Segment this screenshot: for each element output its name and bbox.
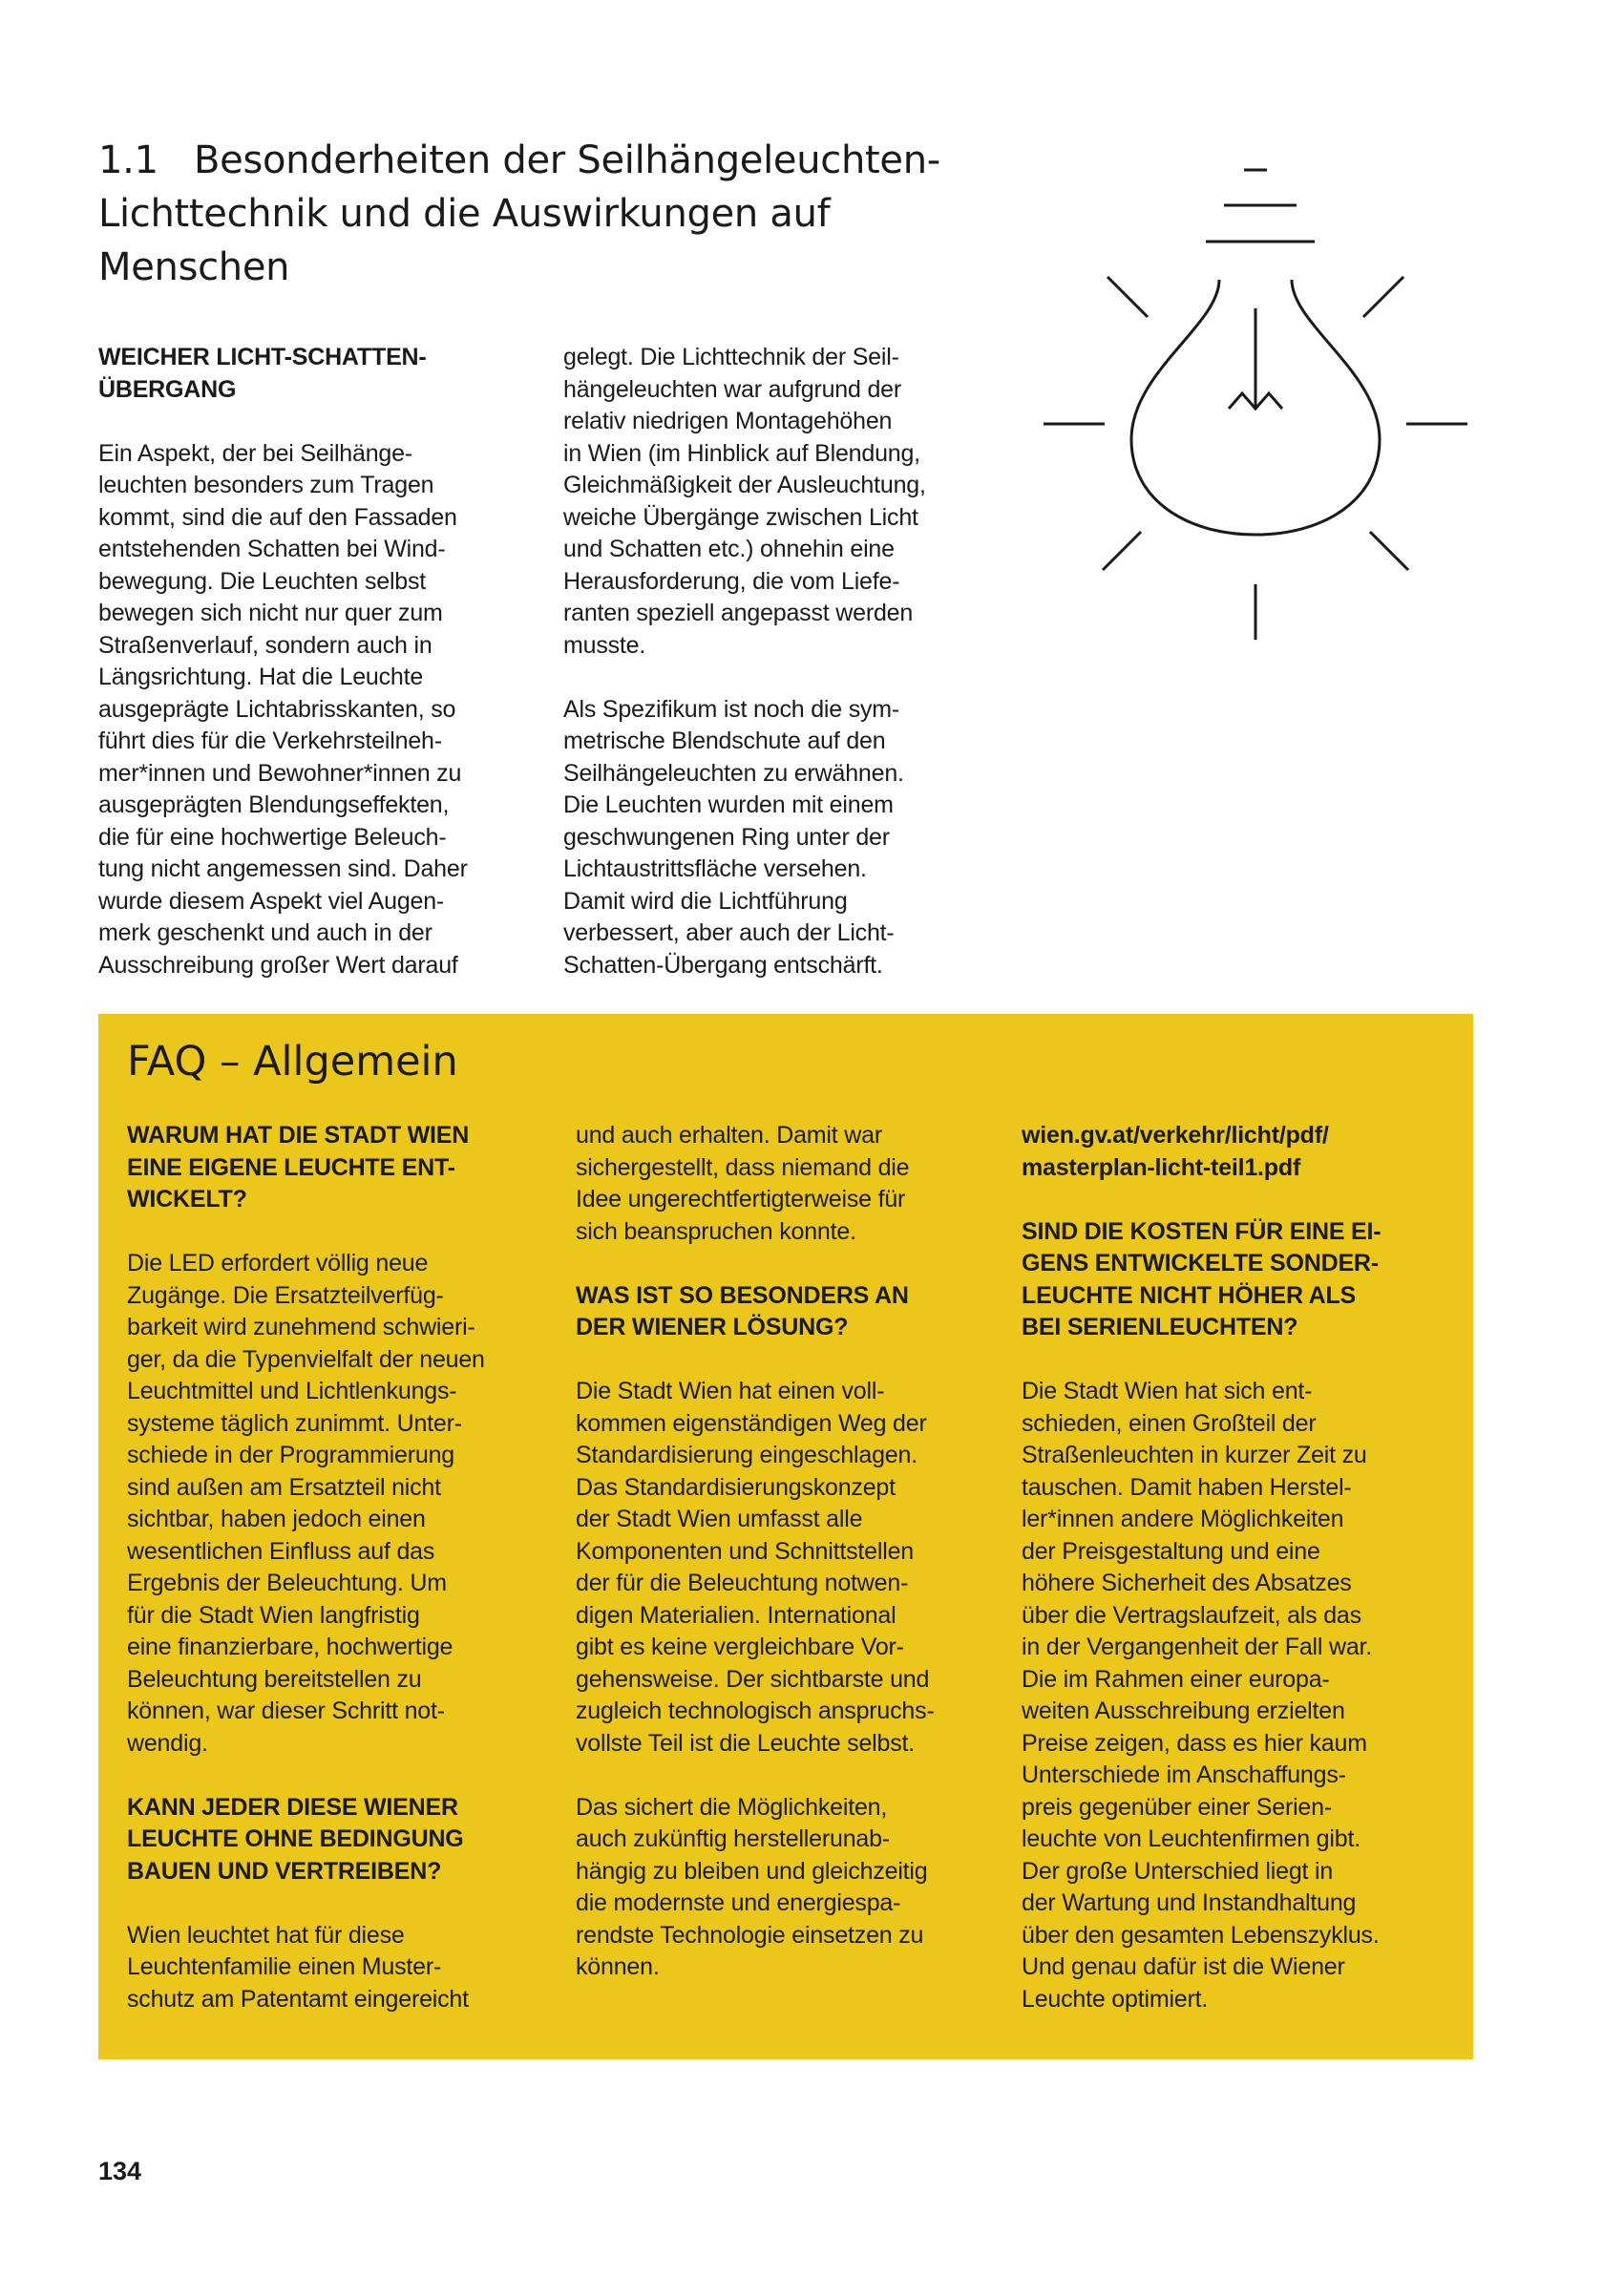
faq-answer: Die Stadt Wien hat einen voll- kommen eigenständigen Weg der Standardisierung eingeschlagen. Das Standardisierungskonzept der Stadt Wien umfasst alle Komponenten und Schnittstellen der für die Beleuchtung notwen- digen Materialien. International gibt es keine vergleichbare Vor- gehensweise. Der sichtbarste und zugleich technologisch anspruchs- vollste Teil ist die Leuchte selbst. [576,1378,935,1757]
article-paragraph: gelegt. Die Lichttechnik der Seil- hängeleuchten war aufgrund der relativ niedrigen Montagehöhen in Wien (im Hinblick auf Blendung, Gleichmäßigkeit der Ausleuchtung, weiche Übergänge zwischen Licht und Schatten etc.) ohnehin eine Herausforderung, die vom Liefe- ranten speziell angepasst werden musste. [563,344,926,659]
light-bulb-icon [1036,153,1475,649]
faq-question: WARUM HAT DIE STADT WIEN EINE EIGENE LEUCHTE ENT- WICKELT? [127,1122,470,1213]
faq-column-2 [576,1120,1005,1984]
article-paragraph: Als Spezifikum ist noch die sym- metrische Blendschute auf den Seilhängeleuchten zu erwähnen. Die Leuchten wurden mit einem geschwungenen Ring unter der Lichtaustrittsfläche versehen. Damit wird die Lichtführung verbessert, aber auch der Licht- Schatten-Übergang entschärft. [563,695,904,979]
faq-title: FAQ – Allgemein [127,1038,458,1086]
faq-box [98,1014,1473,2059]
faq-question: SIND DIE KOSTEN FÜR EINE EI- GENS ENTWICKELTE SONDER- LEUCHTE NICHT HÖHER ALS BEI SERIENLEUCHTEN? [1022,1217,1381,1340]
section-number: 1.1 [98,138,158,182]
article-heading: WEICHER LICHT-SCHATTEN- ÜBERGANG [98,344,427,403]
faq-column-1 [127,1120,557,2015]
page-number: 134 [98,2157,142,2185]
article-column-2 [563,342,1012,981]
section-title-text: Besonderheiten der Seilhängeleuchten- Lichttechnik und die Auswirkungen auf Menschen [98,138,940,289]
masterplan-link[interactable]: wien.gv.at/verkehr/licht/pdf/ masterplan-licht-teil1.pdf [1022,1122,1329,1181]
faq-answer: und auch erhalten. Damit war sichergestellt, dass niemand die Idee ungerechtfertigterweise für sich beanspruchen konnte. [576,1122,910,1245]
faq-answer: Die Stadt Wien hat sich ent- schieden, einen Großteil der Straßenleuchten in kurzer Zeit zu tauschen. Damit haben Herstel- ler*innen andere Möglichkeiten der Preisgestaltung und eine höhere Sicherheit des Absatzes über die Vertragslaufzeit, als das in der Vergangenheit der Fall war. Die im Rahmen einer europa- weiten Ausschreibung erzielten Preise zeigen, dass es hier kaum Unterschiede im Anschaffungs- preis gegenüber einer Serien- leuchte von Leuchtenfirmen gibt. Der große Unterschied liegt in der Wartung und Instandhaltung über den gesamten Lebenszyklus. Und genau dafür ist die Wiener Leuchte optimiert. [1022,1378,1380,2013]
faq-column-3 [1022,1120,1461,2015]
faq-answer: Das sichert die Möglichkeiten, auch zukünftig herstellerunab- hängig zu bleiben und gleichzeitig die modernste und energiespa- rendste Technologie einsetzen zu können. [576,1793,928,1980]
article-column-1 [98,342,547,981]
faq-answer: Die LED erfordert völlig neue Zugänge. Die Ersatzteilverfüg- barkeit wird zunehmend schwieri- ger, da die Typenvielfalt der neuen Leuchtmittel und Lichtlenkungs- systeme täglich zunimmt. Unter- schiede in der Programmierung sind außen am Ersatzteil nicht sichtbar, haben jedoch einen wesentlichen Einfluss auf das Ergebnis der Beleuchtung. Um für die Stadt Wien langfristig eine finanzierbare, hochwertige Beleuchtung bereitstellen zu können, war dieser Schritt not- wendig. [127,1250,485,1757]
article-paragraph: Ein Aspekt, der bei Seilhänge- leuchten besonders zum Tragen kommt, sind die auf den Fassaden entstehenden Schatten bei Wind- bewegung. Die Leuchten selbst bewegen sich nicht nur quer zum Straßenverlauf, sondern auch in Längsrichtung. Hat die Leuchte ausgeprägte Lichtabrisskanten, so führt dies für die Verkehrsteilneh- mer*innen und Bewohner*innen zu ausgeprägten Blendungseffekten, die für eine hochwertige Beleuch- tung nicht angemessen sind. Daher wurde diesem Aspekt viel Augen- merk geschenkt und auch in der Ausschreibung großer Wert darauf [98,439,468,979]
faq-question: KANN JEDER DIESE WIENER LEUCHTE OHNE BEDINGUNG BAUEN UND VERTREIBEN? [127,1793,464,1885]
section-title [98,134,1015,294]
faq-answer: Wien leuchtet hat für diese Leuchtenfamilie einen Muster- schutz am Patentamt eingereicht [127,1921,469,2013]
faq-question: WAS IST SO BESONDERS AN DER WIENER LÖSUNG? [576,1281,909,1340]
